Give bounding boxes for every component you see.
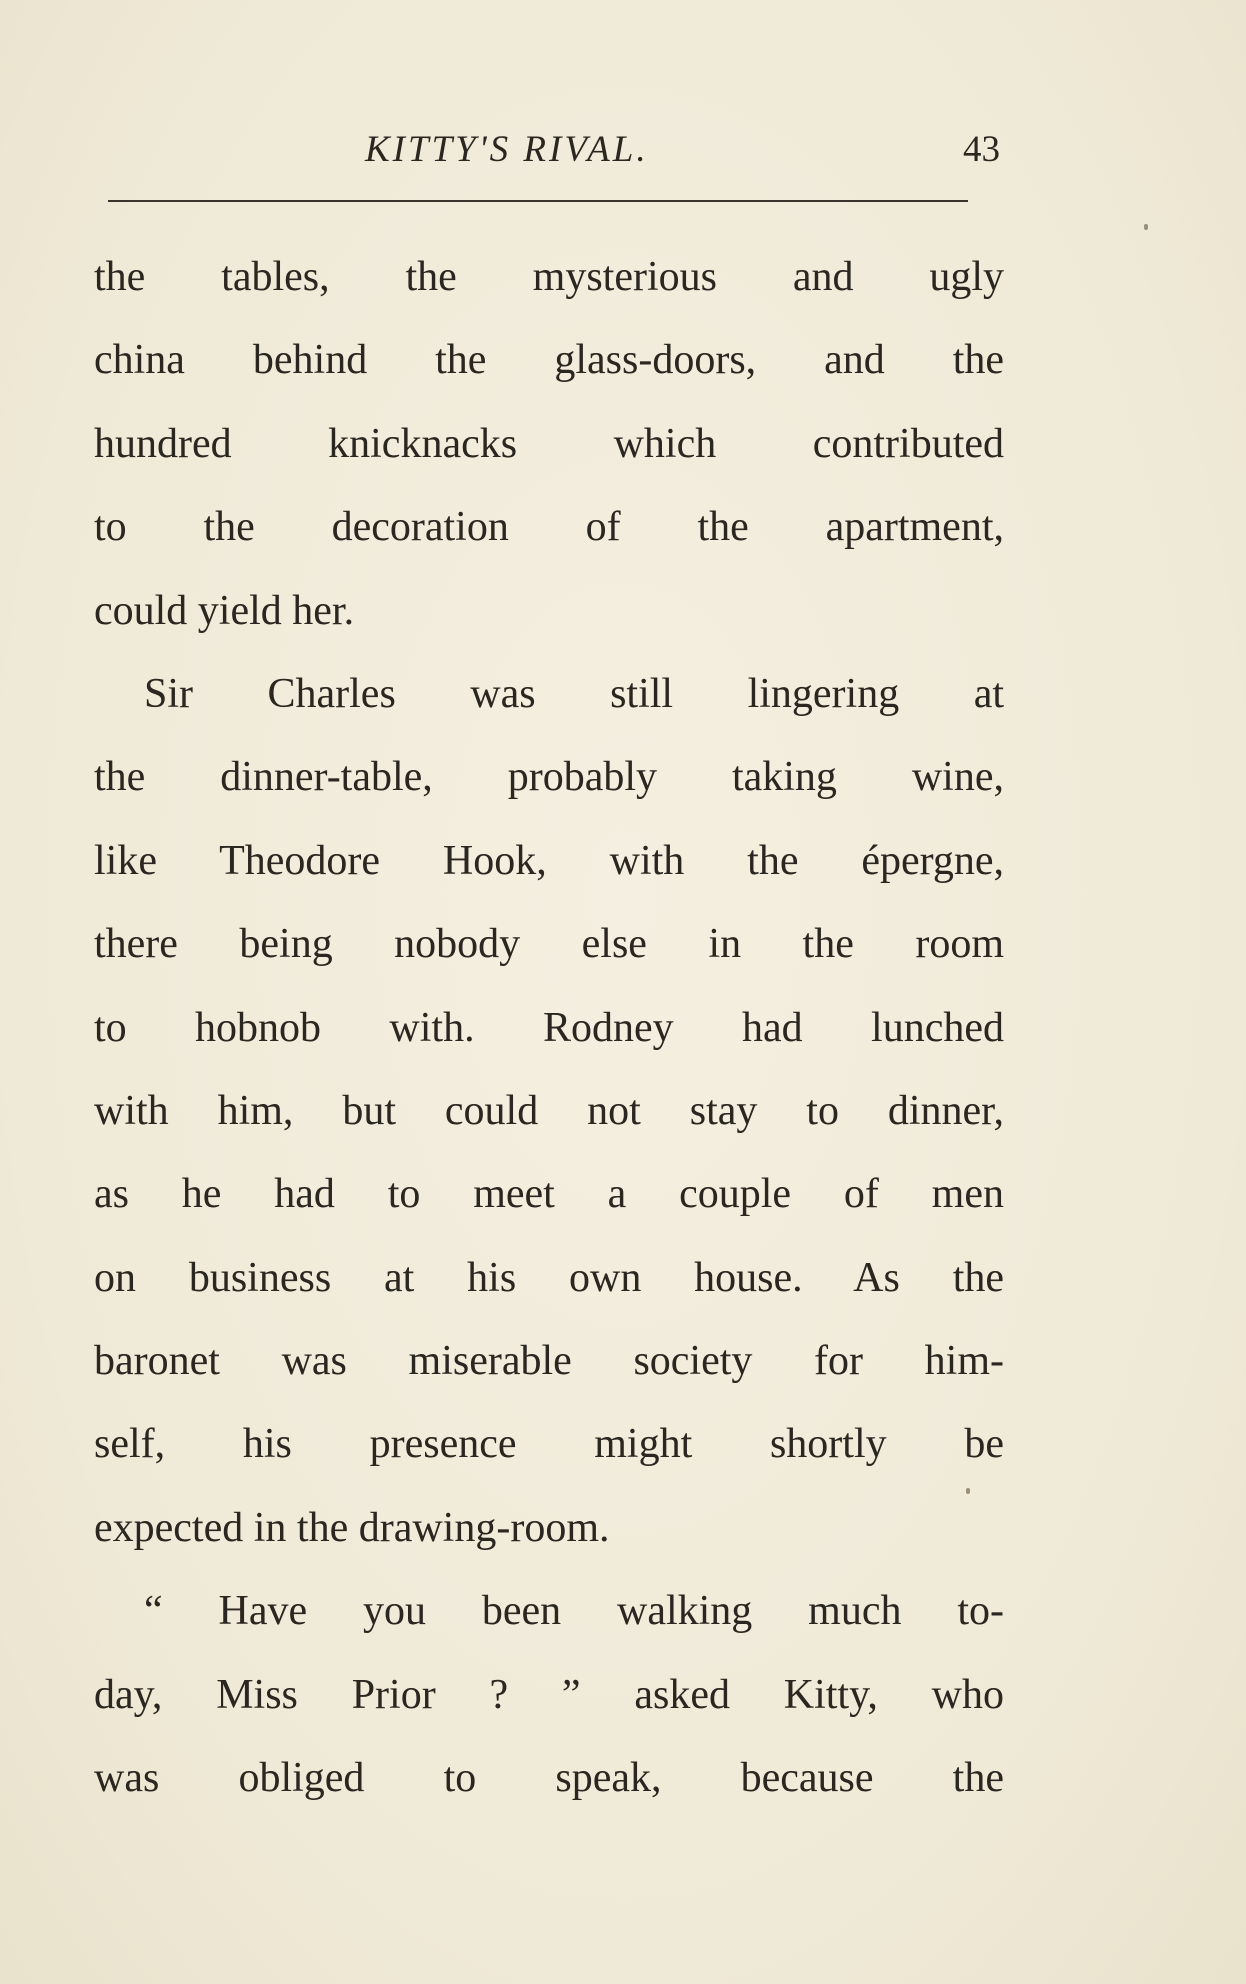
text-line: the tables, the mysterious and ugly — [94, 254, 1004, 300]
text-line: baronet was miserable society for him- — [94, 1338, 1004, 1385]
text-line: as he had to meet a couple of men — [94, 1171, 1004, 1218]
page-number: 43 — [963, 129, 1000, 170]
text-line: the dinner-table, probably taking wine, — [94, 754, 1004, 801]
text-line: self, his presence might shortly be — [94, 1421, 1004, 1468]
text-line: was obliged to speak, because the — [94, 1755, 1004, 1802]
text-line: could yield her. — [94, 587, 355, 634]
paragraph-first-line: “ Have you been walking much to- — [144, 1588, 1004, 1635]
running-head — [0, 128, 1246, 178]
paper-speck — [1144, 224, 1148, 230]
text-line: day, Miss Prior ? ” asked Kitty, who — [94, 1671, 1004, 1718]
text-line: expected in the drawing-room. — [94, 1504, 610, 1551]
paragraph-first-line: Sir Charles was still lingering at — [144, 670, 1004, 717]
text-line: china behind the glass-doors, and the — [94, 337, 1004, 384]
header-rule — [108, 200, 968, 202]
text-line: to hobnob with. Rodney had lunched — [94, 1004, 1004, 1051]
text-line: to the decoration of the apartment, — [94, 504, 1004, 551]
text-line: with him, but could not stay to dinner, — [94, 1087, 1004, 1134]
text-line: there being nobody else in the room — [94, 921, 1004, 968]
paper-speck — [966, 1488, 970, 1494]
text-line: on business at his own house. As the — [94, 1254, 1004, 1301]
body-text — [94, 236, 1004, 1820]
running-title: KITTY'S RIVAL. — [365, 129, 649, 170]
text-line: hundred knicknacks which contributed — [94, 420, 1004, 467]
text-line: like Theodore Hook, with the épergne, — [94, 837, 1004, 884]
